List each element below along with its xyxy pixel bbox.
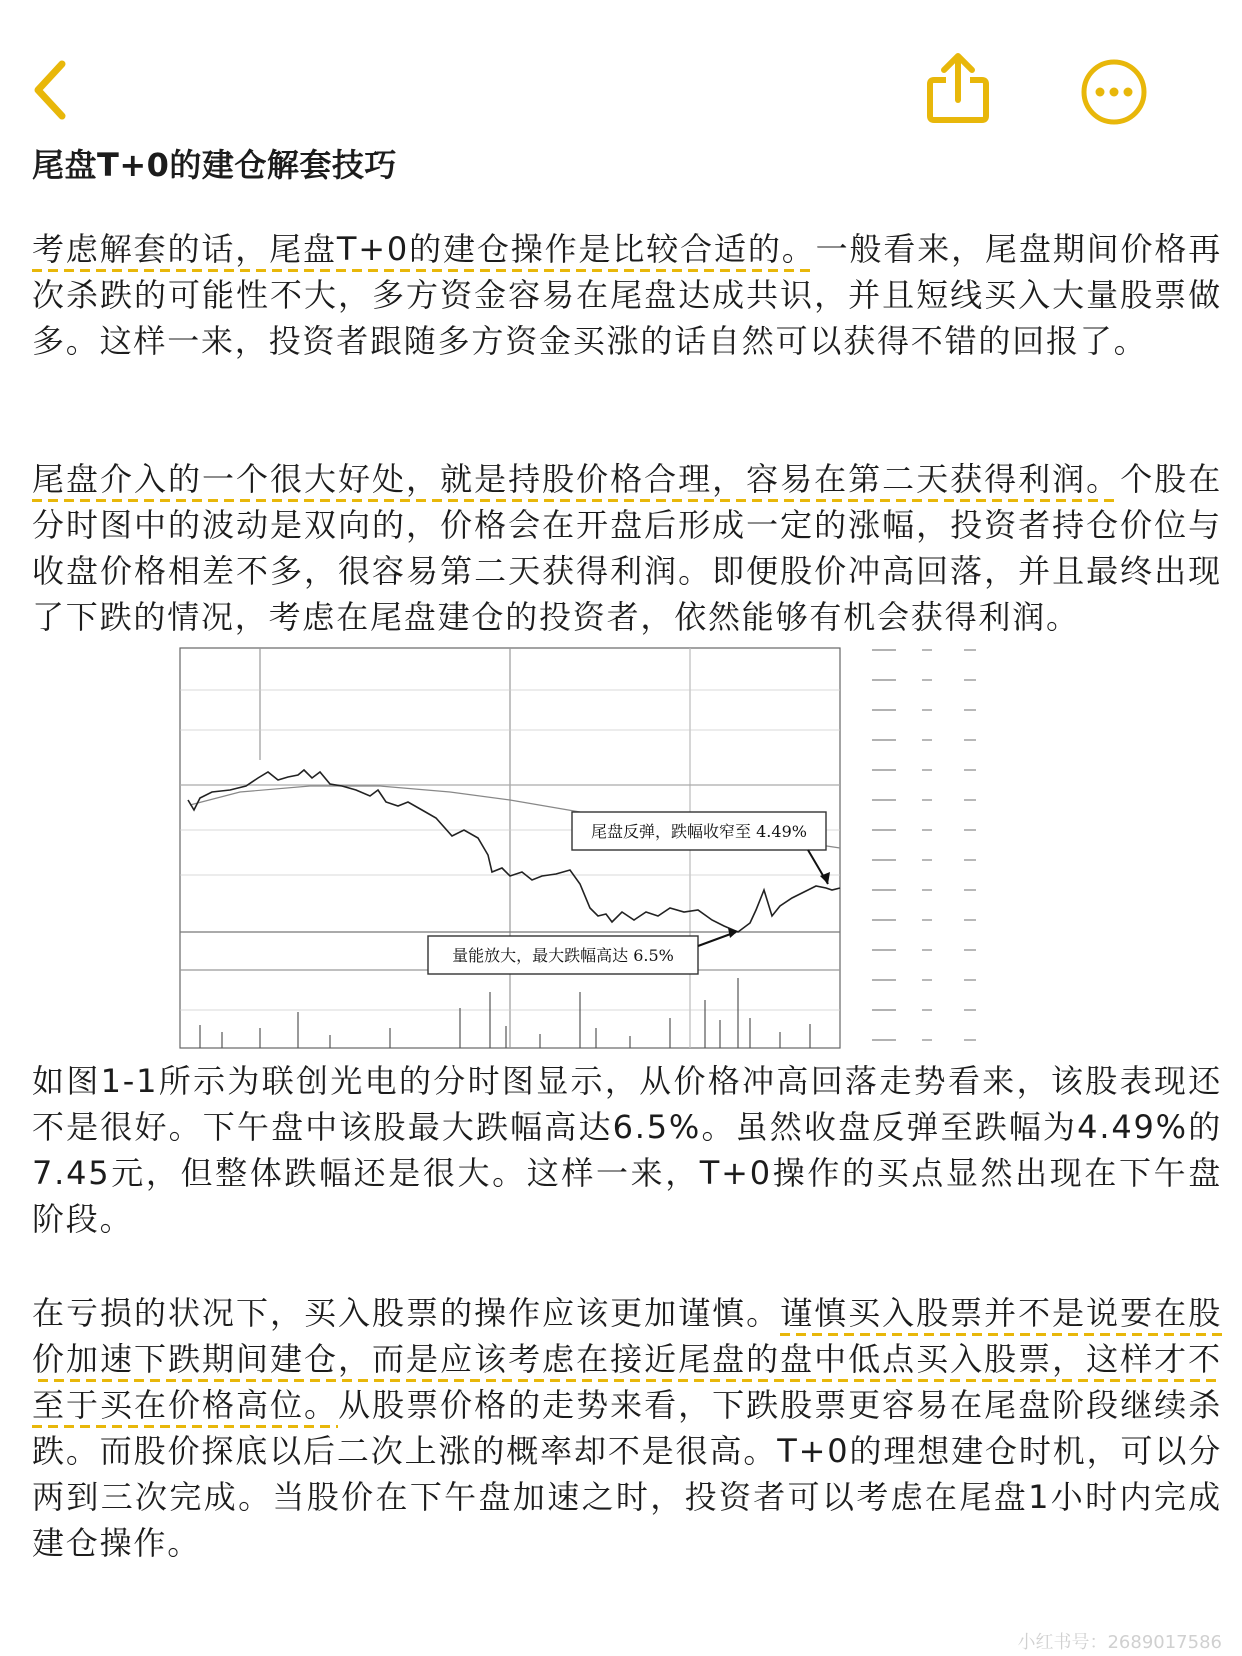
paragraph-2-text: 个股在分时图中的波动是双向的，价格会在开盘后形成一定的涨幅，投资者持仓价位与收盘价格相差不多，很容易第二天获得利润。即便股价冲高回落，并且最终出现了下跌的情况，考虑在尾盘建仓的投资者，依然能够有机会获得利润。 <box>32 460 1222 636</box>
article-title: 尾盘T+0的建仓解套技巧 <box>32 146 397 184</box>
paragraph-4-lead: 在亏损的状况下，买入股票的操作应该更加谨慎。 <box>32 1294 781 1332</box>
paragraph-2 <box>32 456 1222 640</box>
paragraph-3: 如图1-1所示为联创光电的分时图显示，从价格冲高回落走势看来，该股表现还不是很好。下午盘中该股最大跌幅高达6.5%。虽然收盘反弹至跌幅为4.49%的7.45元，但整体跌幅还是很大。这样一来，T+0操作的买点显然出现在下午盘阶段。 <box>32 1062 1222 1238</box>
chevron-left-icon[interactable] <box>28 58 72 122</box>
paragraph-4 <box>32 1290 1222 1566</box>
volume-bars <box>200 978 810 1048</box>
paragraph-4-highlight: 谨慎买入股票并不是说要在股价加速下跌期间建仓，而是应该考虑在接近尾盘的盘中低点买入股票，这样才不至于买在价格高位。 <box>32 1294 1222 1428</box>
annotation-bottom-text: 量能放大，最大跌幅高达 6.5% <box>452 946 674 965</box>
paragraph-2-highlight: 尾盘介入的一个很大好处，就是持股价格合理，容易在第二天获得利润。 <box>32 460 1120 502</box>
price-line <box>188 770 840 932</box>
watermark: 小红书号：2689017586 <box>1017 1632 1222 1653</box>
annotation-top-text: 尾盘反弹，跌幅收窄至 4.49% <box>591 822 807 841</box>
share-icon[interactable] <box>924 50 992 126</box>
paragraph-1-text: 一般看来，尾盘期间价格再次杀跌的可能性不大，多方资金容易在尾盘达成共识，并且短线买入大量股票做多。这样一来，投资者跟随多方资金买涨的话自然可以获得不错的回报了。 <box>32 230 1223 360</box>
top-bar <box>0 0 1242 140</box>
paragraph-1 <box>32 226 1222 364</box>
paragraph-1-highlight: 考虑解套的话，尾盘T+0的建仓操作是比较合适的。 <box>32 230 816 272</box>
annotation-bottom <box>428 928 738 974</box>
annotation-top <box>572 812 830 884</box>
paragraph-4-text: 从股票价格的走势来看，下跌股票更容易在尾盘阶段继续杀跌。而股价探底以后二次上涨的概率却不是很高。T+0的理想建仓时机，可以分两到三次完成。当股价在下午盘加速之时，投资者可以考虑在尾盘1小时内完成建仓操作。 <box>32 1386 1222 1562</box>
more-icon[interactable] <box>1080 58 1148 126</box>
tick-list-panel <box>872 650 976 1040</box>
intraday-chart-image <box>160 640 990 1052</box>
